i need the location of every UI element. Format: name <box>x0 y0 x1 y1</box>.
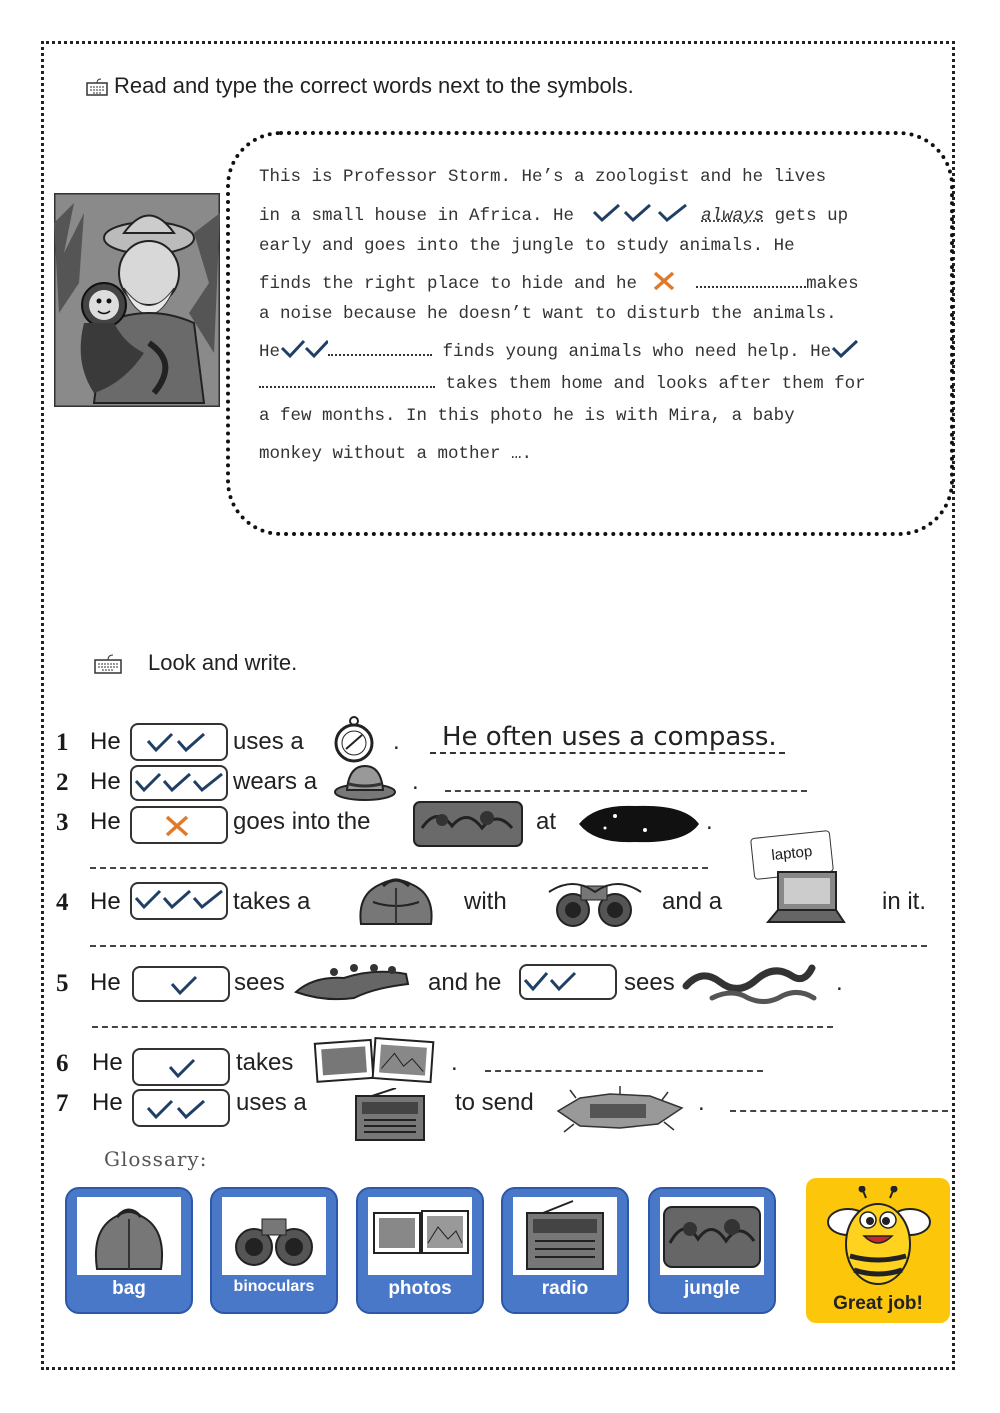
jungle-icon <box>412 798 524 850</box>
three-ticks-icon <box>591 202 691 224</box>
item-6-subject: He <box>92 1049 123 1076</box>
item-5-sees: sees <box>624 969 675 996</box>
glossary-card-binoculars <box>210 1187 338 1314</box>
answer-line-4[interactable] <box>90 945 927 947</box>
answer-line-3[interactable] <box>90 867 708 869</box>
item-7-subject: He <box>92 1089 123 1116</box>
story-line-4: finds the right place to hide and he makes <box>259 270 859 294</box>
compass-icon <box>330 715 378 765</box>
frequency-box-5b <box>519 964 617 1000</box>
task1-text: Read and type the correct words next to the symbols. <box>114 73 634 98</box>
blank-3[interactable] <box>328 340 432 356</box>
item-5-and-he: and he <box>428 969 502 996</box>
item-number-3: 3 <box>56 809 69 836</box>
frequency-box-6 <box>132 1048 230 1086</box>
cross-icon <box>132 808 226 842</box>
night-icon <box>575 800 703 846</box>
task2-instruction <box>94 650 297 676</box>
answer-line-7[interactable] <box>730 1110 948 1112</box>
item-1-subject: He <box>90 728 121 755</box>
story-line-2: in a small house in Africa. He always gets up <box>259 202 848 226</box>
item-3-period: . <box>706 808 713 835</box>
item-number-7: 7 <box>56 1090 69 1117</box>
glossary-card-radio <box>501 1187 629 1314</box>
one-tick-icon <box>134 1050 228 1084</box>
snakes-icon <box>682 954 822 1004</box>
story-line-9: monkey without a mother …. <box>259 444 533 464</box>
frequency-box-3 <box>130 806 228 844</box>
radio-icon <box>352 1088 428 1144</box>
two-ticks-icon <box>134 1091 228 1125</box>
blank-4[interactable] <box>259 372 435 388</box>
example-answer-1: He often uses a compass. <box>430 722 785 754</box>
glossary-card-bag <box>65 1187 193 1314</box>
item-7-period: . <box>698 1089 705 1116</box>
blank-2[interactable] <box>696 272 806 288</box>
keyboard-icon <box>86 78 108 96</box>
item-7-to-send: to send <box>455 1089 534 1116</box>
story-line-5: a noise because he doesn’t want to disturb the animals. <box>259 304 837 324</box>
answer-line-5[interactable] <box>92 1026 833 1028</box>
photos-icon <box>312 1034 436 1086</box>
item-3-verb: goes into the <box>233 808 371 835</box>
item-6-verb: takes <box>236 1049 294 1076</box>
item-1-period: . <box>393 728 400 755</box>
item-4-and-a: and a <box>662 888 723 915</box>
glossary-label-binoculars: binoculars <box>233 1278 315 1295</box>
item-7-verb: uses a <box>236 1089 307 1116</box>
professor-monkey-image <box>54 193 220 407</box>
frequency-box-4 <box>130 882 228 920</box>
item-1-verb: uses a <box>233 728 304 755</box>
frequency-box-2 <box>130 765 228 801</box>
one-tick-icon <box>831 338 859 360</box>
glossary-card-jungle <box>648 1187 776 1314</box>
badge-label: Great job! <box>833 1293 923 1314</box>
photos-icon <box>368 1197 472 1275</box>
glossary-label-bag: bag <box>112 1278 146 1299</box>
story-line-6: He finds young animals who need help. He <box>259 338 859 362</box>
bag-icon <box>77 1197 181 1275</box>
item-3-at: at <box>536 808 557 835</box>
story-line-7: takes them home and looks after them for <box>259 372 866 394</box>
item-number-4: 4 <box>56 889 69 916</box>
item-4-verb: takes a <box>233 888 311 915</box>
task1-instruction <box>86 73 634 99</box>
answer-line-6[interactable] <box>485 1070 763 1072</box>
story-line-3: early and goes into the jungle to study animals. He <box>259 236 795 256</box>
three-ticks-icon <box>132 884 226 918</box>
glossary-label-jungle: jungle <box>684 1278 740 1299</box>
bee-icon <box>818 1186 938 1290</box>
glossary-card-photos <box>356 1187 484 1314</box>
task2-text: Look and write. <box>148 650 298 675</box>
item-4-subject: He <box>90 888 121 915</box>
story-line-1: This is Professor Storm. He’s a zoologist and he lives <box>259 167 827 187</box>
two-ticks-icon <box>132 725 226 759</box>
binoculars-icon <box>543 872 647 932</box>
hat-icon <box>333 760 397 802</box>
two-ticks-icon <box>521 966 615 998</box>
bag-icon <box>353 874 439 930</box>
alert-message-icon <box>550 1084 690 1138</box>
jungle-icon <box>660 1197 764 1275</box>
item-4-end: in it. <box>882 888 927 915</box>
glossary-title: Glossary: <box>104 1147 208 1171</box>
laptop-label: laptop <box>750 830 834 880</box>
answer-line-2[interactable] <box>445 790 807 792</box>
item-5-subject: He <box>90 969 121 996</box>
one-tick-icon <box>134 968 228 1000</box>
frequency-box-5 <box>132 966 230 1002</box>
item-number-2: 2 <box>56 769 69 796</box>
binoculars-icon <box>222 1197 326 1275</box>
item-5-period: . <box>836 969 843 996</box>
item-number-5: 5 <box>56 970 69 997</box>
frequency-box-1 <box>130 723 228 761</box>
laptop-icon <box>764 866 846 928</box>
cross-icon <box>652 270 676 292</box>
three-ticks-icon <box>132 767 226 799</box>
item-5-verb: sees <box>234 969 285 996</box>
item-4-with: with <box>464 888 507 915</box>
story-box <box>226 131 954 536</box>
story-line-8: a few months. In this photo he is with Mira, a baby <box>259 406 795 426</box>
two-ticks-icon <box>280 338 328 360</box>
item-number-6: 6 <box>56 1050 69 1077</box>
keyboard-icon <box>94 654 122 674</box>
frequency-box-7 <box>132 1089 230 1127</box>
item-2-period: . <box>412 768 419 795</box>
crocodile-icon <box>294 954 412 1006</box>
item-number-1: 1 <box>56 729 69 756</box>
glossary-label-radio: radio <box>541 1278 589 1299</box>
item-2-verb: wears a <box>233 768 318 795</box>
item-6-period: . <box>451 1049 458 1076</box>
radio-icon <box>513 1197 617 1275</box>
item-3-subject: He <box>90 808 121 835</box>
glossary-label-photos: photos <box>388 1278 452 1299</box>
example-answer: always <box>701 206 765 226</box>
item-2-subject: He <box>90 768 121 795</box>
great-job-badge <box>806 1178 950 1323</box>
